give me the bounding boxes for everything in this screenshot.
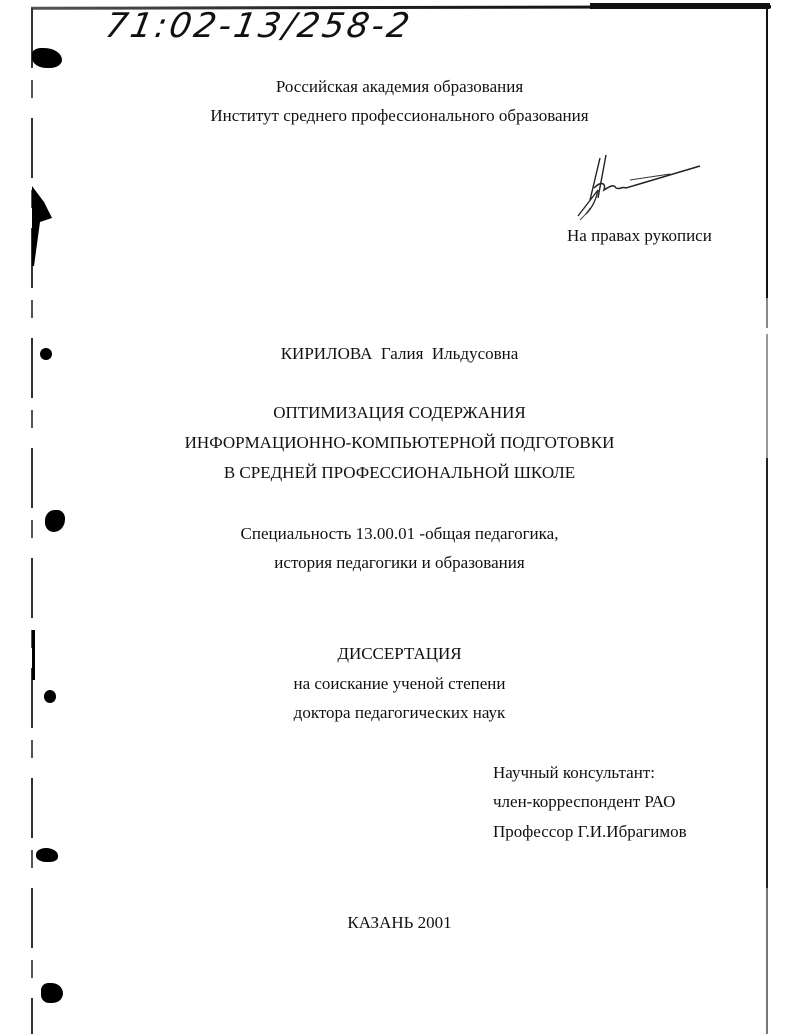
scan-border-top-thick bbox=[590, 3, 770, 9]
city-year: КАЗАНЬ 2001 bbox=[347, 913, 452, 932]
specialty-line-1: Специальность 13.00.01 -общая педагогика, bbox=[240, 524, 559, 543]
author-name: КИРИЛОВА Галия Ильдусовна bbox=[280, 344, 519, 363]
binding-hole-mark bbox=[41, 983, 63, 1003]
archive-code: 71:02-13/258-2 bbox=[102, 6, 416, 46]
consultant-name: Профессор Г.И.Ибрагимов bbox=[493, 822, 687, 841]
manuscript-rights-note: На правах рукописи bbox=[567, 226, 712, 245]
binding-hole-mark bbox=[36, 848, 58, 862]
organization-name: Российская академия образования bbox=[275, 77, 524, 96]
specialty-line-2: история педагогики и образования bbox=[274, 553, 525, 572]
consultant-label: Научный консультант: bbox=[493, 763, 655, 782]
consultant-title: член-корреспондент РАО bbox=[493, 792, 676, 811]
degree-line-2: доктора педагогических наук bbox=[293, 703, 506, 722]
institute-name: Институт среднего профессионального образования bbox=[210, 106, 589, 125]
binding-hole-mark bbox=[32, 48, 62, 68]
document-type: ДИССЕРТАЦИЯ bbox=[337, 644, 462, 663]
scan-border-left bbox=[31, 8, 33, 1034]
title-line-3: В СРЕДНЕЙ ПРОФЕССИОНАЛЬНОЙ ШКОЛЕ bbox=[223, 463, 576, 482]
signature-icon bbox=[570, 150, 710, 225]
binding-hole-mark bbox=[32, 186, 52, 266]
title-line-1: ОПТИМИЗАЦИЯ СОДЕРЖАНИЯ bbox=[273, 403, 526, 422]
degree-line-1: на соискание ученой степени bbox=[293, 674, 506, 693]
title-line-2: ИНФОРМАЦИОННО-КОМПЬЮТЕРНОЙ ПОДГОТОВКИ bbox=[184, 433, 615, 452]
scan-border-right bbox=[766, 8, 768, 1034]
